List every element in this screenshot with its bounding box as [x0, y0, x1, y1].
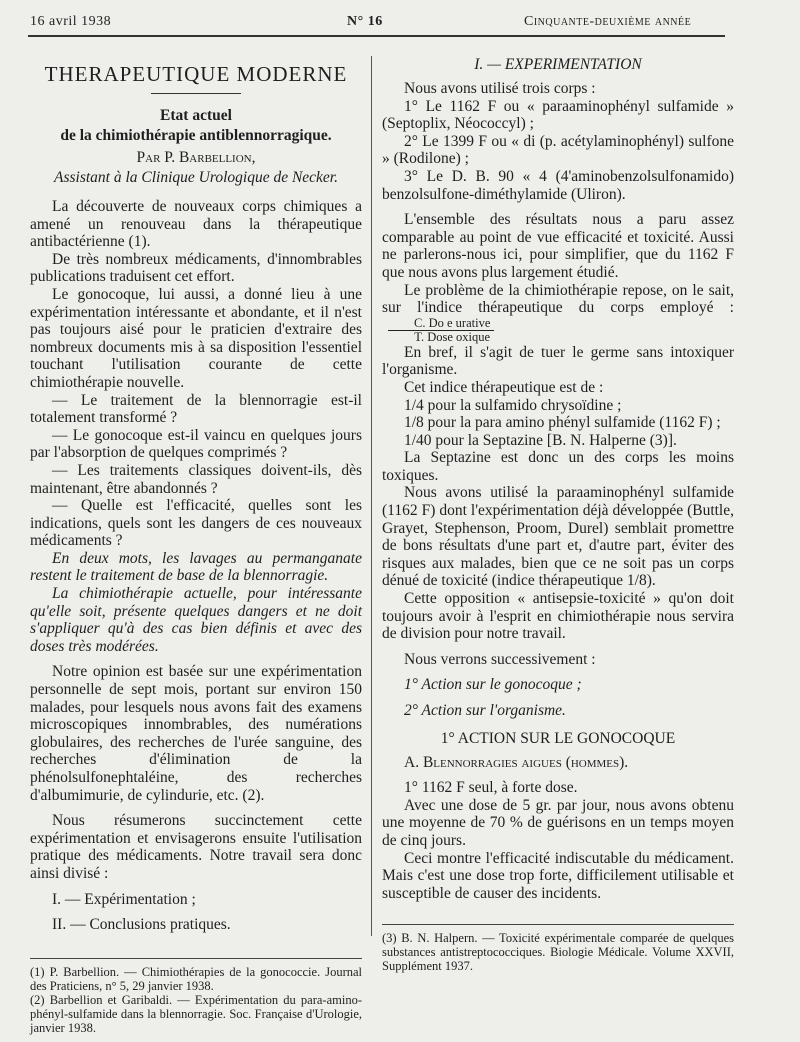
paragraph: La Septazine est donc un des corps les moins toxiques.: [382, 449, 734, 484]
article-title-line2: de la chimiothérapie antiblennorragique.: [60, 127, 332, 144]
list-item: 2° Action sur l'organisme.: [404, 702, 566, 719]
issue-number: N° 16: [347, 14, 383, 29]
paragraph: — Le gonocoque est-il vaincu en quelques jours par l'absorption de quelques comprimés ?: [30, 426, 362, 462]
header-rule: [28, 35, 725, 37]
paragraph: Ceci montre l'efficacité indiscutable du médicament. Mais c'est une dose trop forte, difficilement utilisable et susceptible de causer des incidents.: [382, 849, 734, 902]
section-heading-experimentation: I. — EXPERIMENTATION: [474, 56, 642, 73]
paragraph: — Les traitements classiques doivent-ils, dès maintenant, être abandonnés ?: [30, 461, 362, 497]
paragraph: Nous avons utilisé la paraaminophényl sulfamide (1162 F) dont l'expérimentation déjà développée (Buttle, Grayet, Stephenson, Proom, Durel) semblait promettre de bons résultats d'une part et, d'autre part, éviter des risques aux malades, bien que ce ne soit pas un corps dénué de toxicité (indice thérapeutique 1/8).: [382, 484, 734, 590]
paragraph: — Quelle est l'efficacité, quelles sont les indications, quels sont les dangers de ces nouveaux médicaments ?: [30, 497, 362, 550]
paragraph: Nous résumerons succinctement cette expérimentation et envisagerons ensuite l'utilisation pratique des médicaments. Notre travail sera donc ainsi divisé :: [30, 812, 362, 882]
paragraph: La chimiothérapie actuelle, pour intéressante qu'elle soit, présente quelques dangers et ne doit s'appliquer qu'à des cas bien définis et avec des doses très modérées.: [30, 585, 362, 655]
section-heading-action: 1° ACTION SUR LE GONOCOQUE: [440, 729, 676, 747]
left-body: [30, 198, 362, 934]
division-item: II. — Conclusions pratiques.: [52, 916, 231, 934]
paragraph: Nous verrons successivement :: [404, 650, 596, 668]
article-title-line1: Etat actuel: [160, 107, 232, 124]
list-item: 1° Le 1162 F ou « paraaminophényl sulfamide » (Septoplix, Néococcyl) ;: [382, 97, 734, 133]
footnote-rule: [382, 924, 734, 925]
issue-date: 16 avril 1938: [30, 14, 112, 29]
paragraph: L'ensemble des résultats nous a paru assez comparable au point de vue efficacité et toxicité. Aussi ne parlerons-nous ici, pour simplifier, que du 1162 F que nous avons plus largement étudié.: [382, 211, 734, 281]
right-column: [382, 56, 734, 973]
subheading: A. Blennorragies aigues (hommes).: [404, 753, 629, 771]
footnote-1: (1) P. Barbellion. — Chimiothérapies de la gonococcie. Journal des Praticiens, n° 5, 29 janvier 1938.: [30, 964, 362, 993]
publication-year: Cinquante-deuxième année: [524, 14, 692, 29]
section-title: THERAPEUTIQUE MODERNE: [44, 62, 348, 86]
fraction-numerator: C. Do e urative: [388, 317, 494, 331]
list-item: 1° 1162 F seul, à forte dose.: [404, 779, 578, 797]
list-item: 1° Action sur le gonocoque ;: [404, 676, 582, 694]
paragraph: Avec une dose de 5 gr. par jour, nous avons obtenu une moyenne de 70 % de guérisons en un temps moyen de cinq jours.: [382, 796, 734, 849]
author: Par P. Barbellion,: [136, 149, 256, 166]
paragraph: En bref, il s'agit de tuer le germe sans intoxiquer l'organisme.: [382, 343, 734, 379]
list-item: 2° Le 1399 F ou « di (p. acétylaminophényl) sulfone » (Rodilone) ;: [382, 132, 734, 168]
paragraph: Notre opinion est basée sur une expérimentation personnelle de sept mois, portant sur environ 150 malades, pour lesquels nous avons fait des examens microscopiques innombrables, des numérations globulaires, des recherches de l'urée sanguine, des recherches d'élimination de la phénolsulfonephtaléine, des recherches d'albumimurie, de cylindurie, etc. (2).: [30, 663, 362, 804]
paragraph: — Le traitement de la blennorragie est-il totalement transformé ?: [30, 391, 362, 427]
paragraph: Cette opposition « antisepsie-toxicité » qu'on doit toujours avoir à l'esprit en chimiothérapie nous servira de division pour notre travail.: [382, 590, 734, 643]
paragraph: La découverte de nouveaux corps chimiques a amené un renouveau dans la thérapeutique antibactérienne (1).: [30, 198, 362, 251]
paragraph: [382, 282, 734, 344]
list-item: 1/40 pour la Septazine [B. N. Halperne (3)].: [404, 431, 677, 449]
right-body: [382, 80, 734, 720]
paragraph: De très nombreux médicaments, d'innombrables publications traduisent cet effort.: [30, 250, 362, 286]
fraction-denominator: T. Dose oxique: [414, 329, 491, 344]
right-body-2: [382, 754, 734, 903]
division-item: I. — Expérimentation ;: [52, 890, 196, 908]
list-item: 3° Le D. B. 90 « 4 (4'aminobenzolsulfonamido) benzolsulfone-diméthylamide (Uliron).: [382, 167, 734, 203]
author-role: Assistant à la Clinique Urologique de Necker.: [54, 169, 338, 186]
footnote-rule: [30, 958, 362, 959]
paragraph: Cet indice thérapeutique est de :: [404, 378, 604, 396]
paragraph: Le gonocoque, lui aussi, a donné lieu à une expérimentation intéressante et abondante, et il n'est pas toujours aisé pour le praticien d'extraire des nombreux documents mis à sa disposition l'essentiel touchant l'utilisation courante de cette chimiothérapie nouvelle.: [30, 285, 362, 391]
footnote-3: (3) B. N. Halpern. — Toxicité expérimentale comparée de quelques substances antistreptococciques. Biologie Médicale. Volume XXVII, Supplément 1937.: [382, 931, 734, 974]
list-item: 1/4 pour la sulfamido chrysoïdine ;: [404, 396, 622, 414]
left-column: [30, 56, 362, 1035]
footnote-2: (2) Barbellion et Garibaldi. — Expérimentation du para-amino-phényl-sulfamide dans la blennorragie. Soc. Française d'Urologie, janvier 1938.: [30, 992, 362, 1035]
title-rule: [151, 93, 241, 94]
paragraph: Nous avons utilisé trois corps :: [404, 80, 596, 97]
therapeutic-index-fraction: [388, 317, 494, 344]
list-item: 1/8 pour la para amino phényl sulfamide (1162 F) ;: [404, 414, 721, 432]
paragraph: En deux mots, les lavages au permanganate restent le traitement de base de la blennorragie.: [30, 549, 362, 585]
therapeutic-index-text: Le problème de la chimiothérapie repose, on le sait, sur l'indice thérapeutique du corps employé :: [382, 281, 734, 317]
column-divider: [371, 56, 372, 936]
